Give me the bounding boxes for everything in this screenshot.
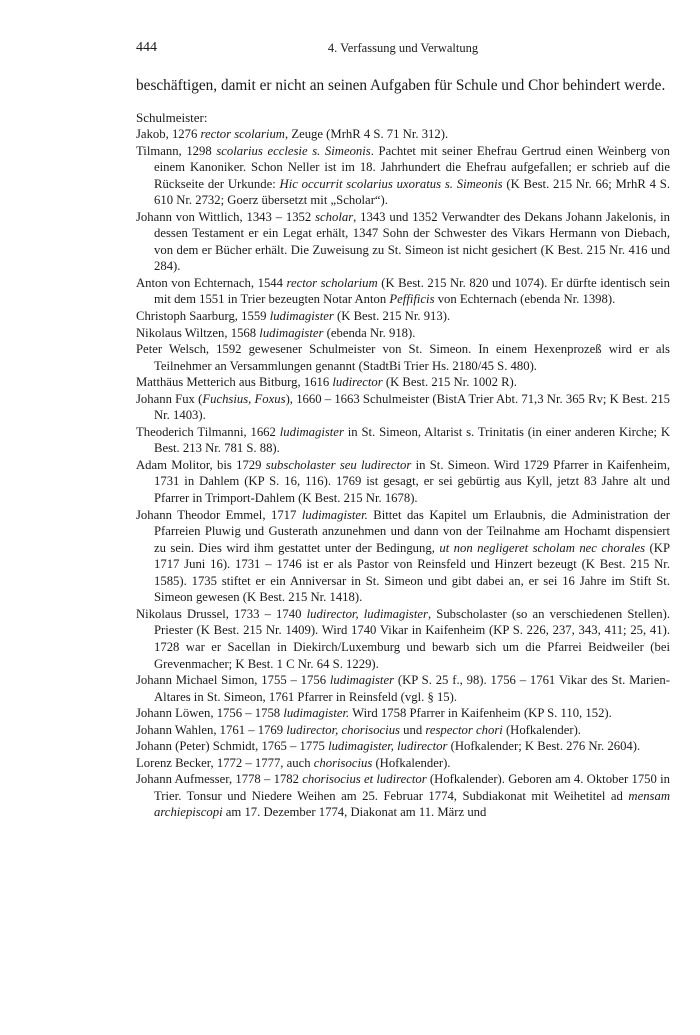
entry-text: Lorenz Becker, 1772 – 1777, auch [136, 755, 314, 770]
italic-term: ludimagister. [301, 507, 368, 522]
italic-term: chorisocius et ludirector [302, 772, 427, 787]
entry-text: (Hofkalender). Geboren am 4. Oktober 1750 in Trier. Tonsur und Niedere Weihen am 25. Februar 1774, Subdiakonat mit Weihetitel ad [154, 772, 670, 803]
entry-text: (Hofkalender). [502, 722, 581, 737]
entry-text: , 1343 und 1352 Verwandter des Dekans Johann Jakelonis, in dessen Testament er ein Legat erhält, 1347 Sohn der Schwester des Vikars Hermann von Diebach, von dem er Bücher erhält. Die Zuweisung zu St. Simeon ist nicht gesichert (K Best. 215 Nr. 416 und 284). [154, 209, 670, 274]
entry-text: Jakob, 1276 [136, 127, 201, 141]
italic-term: ludimagister [259, 325, 324, 340]
list-item [136, 391, 670, 424]
italic-term: rector scholarium [286, 275, 378, 290]
entry-text: , Zeuge (MrhR 4 S. 71 Nr. 312). [284, 127, 449, 141]
entry-text: (K Best. 215 Nr. 66; MrhR 4 S. 610 Nr. 2732; Goerz übersetzt mit „Scholar“). [154, 176, 670, 208]
intro-paragraph: beschäftigen, damit er nicht an seinen Aufgaben für Schule und Chor behindert werde. [136, 77, 666, 94]
entry-text: Johann Wahlen, 1761 – 1769 [136, 722, 287, 737]
entry-text: Adam Molitor, bis 1729 [136, 457, 266, 472]
list-item [136, 209, 670, 275]
entry-text: Johann Theodor Emmel, 1717 [136, 507, 302, 522]
italic-term: Hic occurrit scolarius uxoratus s. Simeonis [279, 176, 503, 191]
italic-term: subscholaster seu ludirector [265, 457, 412, 472]
list-item [136, 275, 670, 308]
list-item [136, 738, 670, 755]
entry-text: Johann Aufmesser, 1778 – 1782 [136, 772, 303, 787]
italic-term: ludirector, ludimagister [306, 606, 428, 621]
entry-text: in St. Simeon, Altarist s. Trinitatis (in einer anderen Kirche; K Best. 213 Nr. 781 S. 88). [154, 424, 671, 456]
entry-text: Bittet das Kapitel um Erlaubnis, die Administration der Pfarreien Pluwig und Gusterath anzunehmen und dann von der Teilnahme am Hochamt dispensiert zu sein. Dies wird ihm gestattet unter der Bedingung, [154, 507, 670, 555]
schoolmaster-list [136, 126, 670, 821]
entry-text: (K Best. 215 Nr. 1002 R). [382, 375, 517, 390]
italic-term: ludimagister [279, 424, 344, 439]
list-item [136, 341, 670, 374]
entry-text: Johann Michael Simon, 1755 – 1756 [136, 673, 330, 688]
entry-text: Peter Welsch, 1592 gewesener Schulmeister von St. Simeon. In einem Hexenprozeß wird er als Teilnehmer an Versammlungen genannt (StadtBi Trier Hs. 2180/45 S. 480). [136, 342, 670, 373]
page-header [136, 40, 670, 62]
italic-term: Peffificis [389, 292, 435, 307]
italic-term: ludirector, chorisocius [286, 722, 400, 737]
italic-term: ludimagister [269, 309, 334, 324]
italic-term: ludirector [332, 375, 383, 390]
italic-term: ludimagister, ludirector [328, 739, 448, 754]
entry-text: Nikolaus Drussel, 1733 – 1740 [136, 606, 307, 621]
entry-text: Johann von Wittlich, 1343 – 1352 [136, 209, 316, 224]
entry-text: und [400, 722, 426, 737]
italic-term: scholar [315, 209, 354, 224]
entry-text: Johann Löwen, 1756 – 1758 [136, 706, 284, 721]
entry-text: in St. Simeon. Wird 1729 Pfarrer in Kaifenheim, 1731 in Dahlem (KP S. 16, 116). 1769 ist gesagt, er sei gebürtig aus Kyll, jetzt 83 Jahre alt und Pfarrer in Trimport-Dahlem (K Best. 215 Nr. 1678). [154, 457, 671, 506]
entry-text: (KP 1717 Juni 16). 1731 – 1746 ist er als Pastor von Reinsfeld und Hinzert bezeugt (K Best. 215 Nr. 1585). 1735 stiftet er ein Anniversar in St. Simeon und gibt dabei an, er sei 16 Jahre im Stift St. Simeon gewesen (K Best. 215 Nr. 1418). [154, 540, 670, 605]
list-item [136, 374, 670, 391]
list-item [136, 308, 670, 325]
list-item [136, 672, 670, 705]
entry-text: (ebenda Nr. 918). [323, 325, 416, 340]
entry-text: (KP S. 25 f., 98). 1756 – 1761 Vikar des St. Marien-Altares in St. Simeon, 1761 Pfarrer in Reinsfeld (vgl. § 15). [154, 673, 670, 704]
entry-text: Christoph Saarburg, 1559 [136, 309, 270, 324]
book-page [136, 40, 670, 821]
entry-text: (K Best. 215 Nr. 820 und 1074). Er dürfte identisch sein mit dem 1551 in Trier bezeugten Notar Anton [154, 275, 670, 307]
entry-text: ), 1660 – 1663 Schulmeister (BistA Trier Abt. 71,3 Nr. 365 Rv; K Best. 215 Nr. 1403). [154, 391, 671, 423]
list-heading: Schulmeister: [136, 110, 208, 125]
italic-term: Fuchsius, Foxus [202, 391, 286, 406]
list-item [136, 143, 670, 209]
entry-text: am 17. Dezember 1774, Diakonat am 11. März und [222, 805, 487, 820]
running-head: 4. Verfassung und Verwaltung [327, 41, 479, 55]
entry-text: Johann Fux ( [136, 391, 203, 406]
entry-text: (Hofkalender). [372, 755, 451, 770]
entry-text: Nikolaus Wiltzen, 1568 [136, 325, 260, 340]
list-item [136, 325, 670, 342]
entry-text: von Echternach (ebenda Nr. 1398). [434, 292, 616, 307]
entry-text: (Hofkalender; K Best. 276 Nr. 2604). [447, 739, 641, 754]
italic-term: scolarius ecclesie s. Simeonis [216, 143, 371, 158]
entry-text: Johann (Peter) Schmidt, 1765 – 1775 [136, 739, 329, 754]
list-item [136, 606, 670, 672]
list-item [136, 507, 670, 606]
list-item [136, 755, 670, 772]
entry-text: . Pachtet mit seiner Ehefrau Gertrud einen Weinberg von einem Kanoniker. Schon Neller ist im 18. Jahrhundert die Ehefrau aufgefallen; er schrieb auf die Rückseite der Urkunde: [154, 143, 670, 191]
entry-text: Anton von Echternach, 1544 [136, 275, 287, 290]
page-number: 444 [136, 40, 157, 55]
list-item [136, 705, 670, 722]
italic-term: ludimagister [329, 673, 395, 688]
italic-term: ludimagister. [283, 706, 350, 721]
italic-term: mensam archiepiscopi [154, 788, 670, 820]
italic-term: rector scolarium [200, 127, 285, 141]
italic-term: respector chori [425, 722, 503, 737]
entry-text: , Subscholaster (so an verschiedenen Stellen). Priester (K Best. 215 Nr. 1409). Wird 1740 Vikar in Kaifenheim (KP S. 226, 237, 343, 411; 25, 41). 1728 war er Sacellan in Diekirch/Luxemburg und bewarb sich um die Pfarrei Beidweiler (bei Grevenmacher; K Best. 1 C Nr. 64 S. 1229). [154, 606, 671, 671]
entry-text: Matthäus Metterich aus Bitburg, 1616 [136, 375, 333, 390]
list-item [136, 771, 670, 821]
entry-text: Wird 1758 Pfarrer in Kaifenheim (KP S. 110, 152). [349, 706, 612, 721]
list-item [136, 722, 670, 739]
entry-text: Tilmann, 1298 [136, 143, 217, 158]
italic-term: ut non negligeret scholam nec chorales [439, 540, 646, 555]
entry-text: (K Best. 215 Nr. 913). [333, 309, 451, 324]
list-item [136, 457, 670, 507]
list-item [136, 424, 670, 457]
italic-term: chorisocius [313, 755, 373, 770]
list-item [136, 126, 670, 143]
entry-text: Theoderich Tilmanni, 1662 [136, 424, 280, 439]
